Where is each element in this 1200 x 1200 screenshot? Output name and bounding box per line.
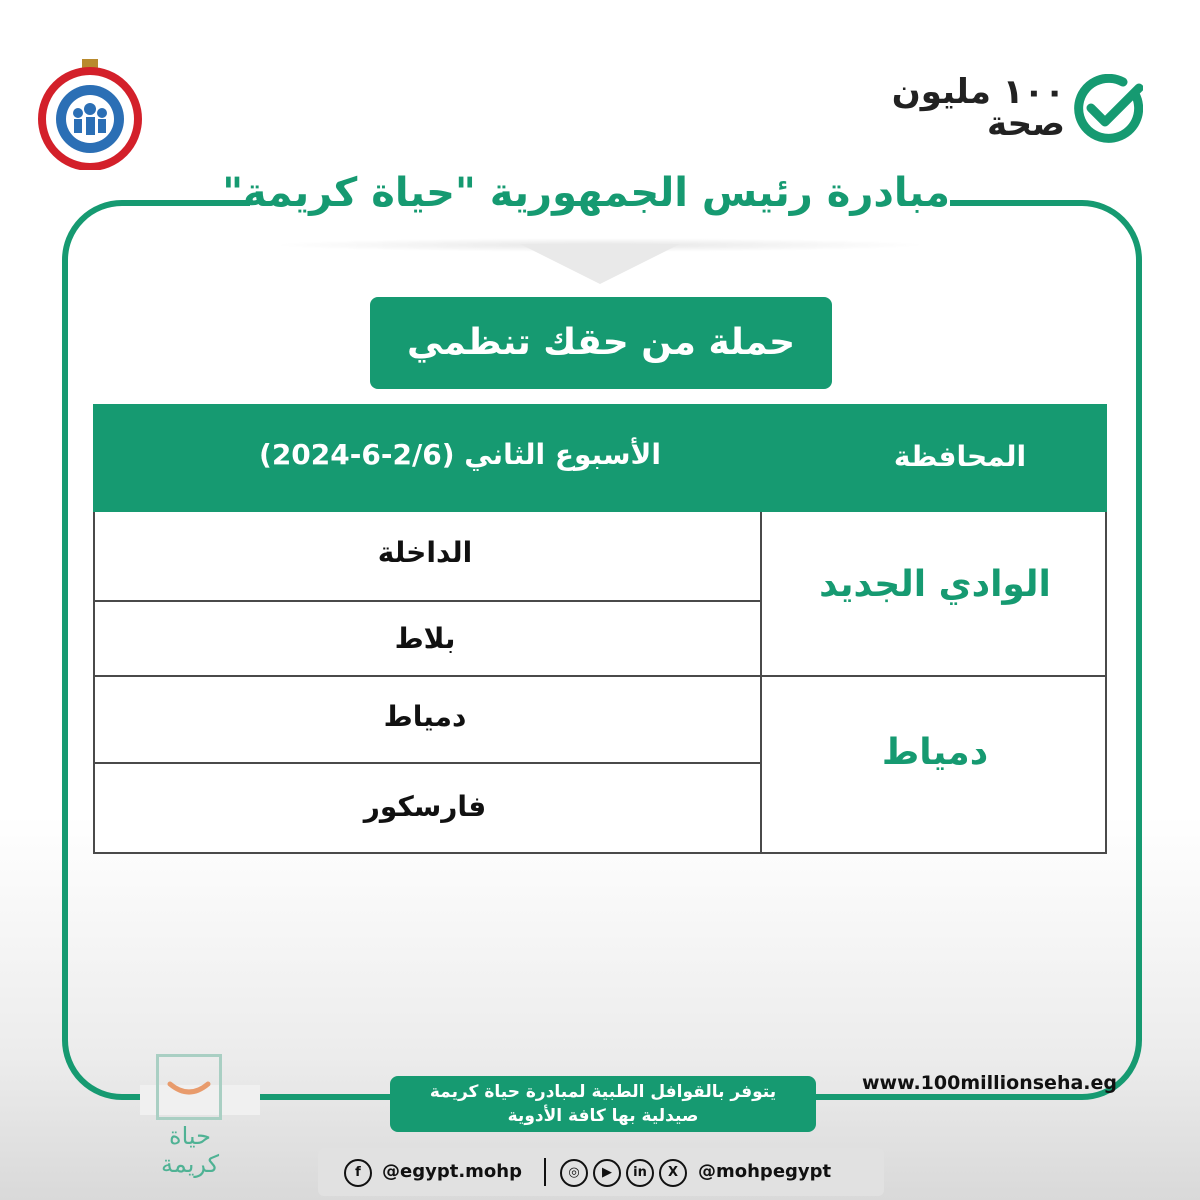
note-line2: صيدلية بها كافة الأدوية [507,1106,699,1126]
header-week: الأسبوع الثاني (2/6-6-2024) [259,438,661,471]
x-icon[interactable]: X [659,1159,687,1187]
table-cell-city: دمياط [383,700,467,733]
pharmacy-note [390,1076,816,1132]
hayah-karima-logo [150,1052,230,1187]
hayah-line1: حياة [169,1122,211,1150]
table-cell-governorate: الوادي الجديد [819,564,1051,605]
table-divider [93,675,1107,677]
linkedin-icon[interactable]: in [626,1159,654,1187]
health-campaign-logo [891,72,1145,147]
health-logo-line1: ١٠٠ مليون [891,72,1065,112]
table-divider [93,600,762,602]
campaign-title: حملة من حقك تنظمي [370,297,832,389]
header-governorate: المحافظة [893,440,1027,473]
hayah-line2: كريمة [160,1150,220,1178]
initiative-title: مبادرة رئيس الجمهورية "حياة كريمة" [222,170,950,216]
website-link[interactable]: www.100millionseha.eg [862,1072,1117,1094]
table-cell-governorate: دمياط [881,732,989,773]
table-divider [760,512,762,854]
facebook-icon[interactable]: f [344,1159,372,1187]
handle-left[interactable]: @egypt.mohp [382,1161,522,1182]
chevron-down-icon [520,244,680,284]
handle-right[interactable]: @mohpegypt [698,1161,832,1182]
social-bar [318,1148,884,1196]
divider [544,1158,546,1186]
table-cell-city: فارسكور [363,790,487,823]
check-icon [1073,74,1143,144]
table-cell-city: بلاط [394,622,456,655]
youtube-icon[interactable]: ▶ [593,1159,621,1187]
ministry-logo [38,55,143,170]
health-logo-line2: صحة [987,104,1065,144]
table-divider [93,762,762,764]
table-cell-city: الداخلة [377,536,473,569]
note-line1: يتوفر بالقوافل الطبية لمبادرة حياة كريمة [429,1082,777,1102]
instagram-icon[interactable]: ◎ [560,1159,588,1187]
